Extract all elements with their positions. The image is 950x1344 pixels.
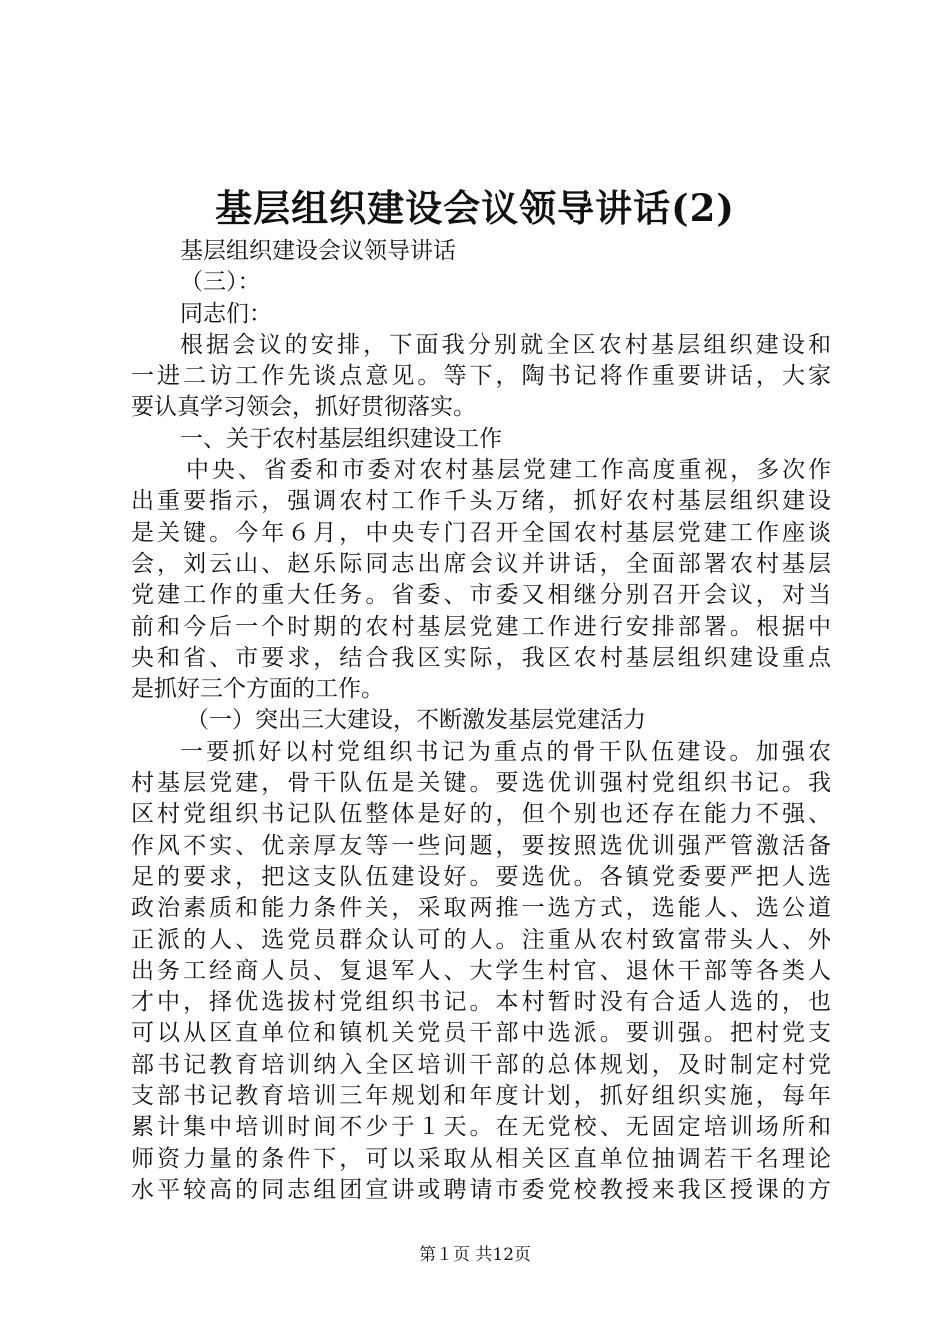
text-line: 支部书记教育培训三年规划和年度计划，抓好组织实施，每年 bbox=[131, 1083, 831, 1110]
text-line: 前和今后一个时期的农村基层党建工作进行安排部署。根据中 bbox=[131, 613, 831, 640]
text-line: 师资力量的条件下，可以采取从相关区直单位抽调若干名理论 bbox=[131, 1145, 831, 1172]
document-body bbox=[131, 236, 831, 1206]
text-line: 区村党组织书记队伍整体是好的，但个别也还存在能力不强、 bbox=[131, 801, 831, 828]
page-number-footer: 第１页 共12页 bbox=[418, 1245, 532, 1265]
text-line: 党建工作的重大任务。省委、市委又相继分别召开会议，对当 bbox=[131, 582, 831, 609]
text-line: 作风不实、优亲厚友等一些问题，要按照选优训强严管激活备 bbox=[131, 832, 831, 859]
text-line: 才中，择优选拔村党组织书记。本村暂时没有合适人选的，也 bbox=[131, 989, 831, 1016]
text-line: 水平较高的同志组团宣讲或聘请市委党校教授来我区授课的方 bbox=[131, 1176, 831, 1203]
text-line: 根据会议的安排，下面我分别就全区农村基层组织建设和 bbox=[180, 331, 831, 358]
text-line: 同志们： bbox=[180, 300, 272, 327]
text-line: （一）突出三大建设，不断激发基层党建活力 bbox=[186, 707, 646, 734]
text-line: 基层组织建设会议领导讲话 bbox=[180, 238, 456, 264]
text-line: 是关键。今年６月，中央专门召开全国农村基层党建工作座谈 bbox=[131, 519, 831, 546]
text-line: 可以从区直单位和镇机关党员干部中选派。要训强。把村党支 bbox=[131, 1020, 831, 1047]
text-line: 足的要求，把这支队伍建设好。要选优。各镇党委要严把人选 bbox=[131, 863, 831, 890]
text-line: 正派的人、选党员群众认可的人。注重从农村致富带头人、外 bbox=[131, 926, 831, 953]
text-line: 村基层党建，骨干队伍是关键。要选优训强村党组织书记。我 bbox=[131, 770, 831, 797]
text-line: 一要抓好以村党组织书记为重点的骨干队伍建设。加强农 bbox=[180, 738, 831, 765]
text-line: 一、关于农村基层组织建设工作 bbox=[180, 425, 502, 452]
document-title: 基层组织建设会议领导讲话(2) bbox=[215, 186, 735, 230]
text-line: 一进二访工作先谈点意见。等下，陶书记将作重要讲话，大家 bbox=[131, 363, 831, 390]
text-line: 央和省、市要求，结合我区实际，我区农村基层组织建设重点 bbox=[131, 644, 831, 671]
text-line: 累计集中培训时间不少于１天。在无党校、无固定培训场所和 bbox=[131, 1114, 831, 1141]
text-line: 要认真学习领会，抓好贯彻落实。 bbox=[131, 394, 476, 421]
text-line: （三）： bbox=[180, 269, 261, 296]
text-line: 出务工经商人员、复退军人、大学生村官、退休干部等各类人 bbox=[131, 957, 831, 984]
text-line: 部书记教育培训纳入全区培训干部的总体规划，及时制定村党 bbox=[131, 1051, 831, 1078]
text-line: 会，刘云山、赵乐际同志出席会议并讲话，全面部署农村基层 bbox=[131, 550, 831, 577]
text-line: 政治素质和能力条件关，采取两推一选方式，选能人、选公道 bbox=[131, 895, 831, 922]
text-line: 是抓好三个方面的工作。 bbox=[131, 676, 384, 703]
text-line: 中央、省委和市委对农村基层党建工作高度重视，多次作 bbox=[186, 457, 831, 484]
text-line: 出重要指示，强调农村工作千头万绪，抓好农村基层组织建设 bbox=[131, 488, 831, 515]
